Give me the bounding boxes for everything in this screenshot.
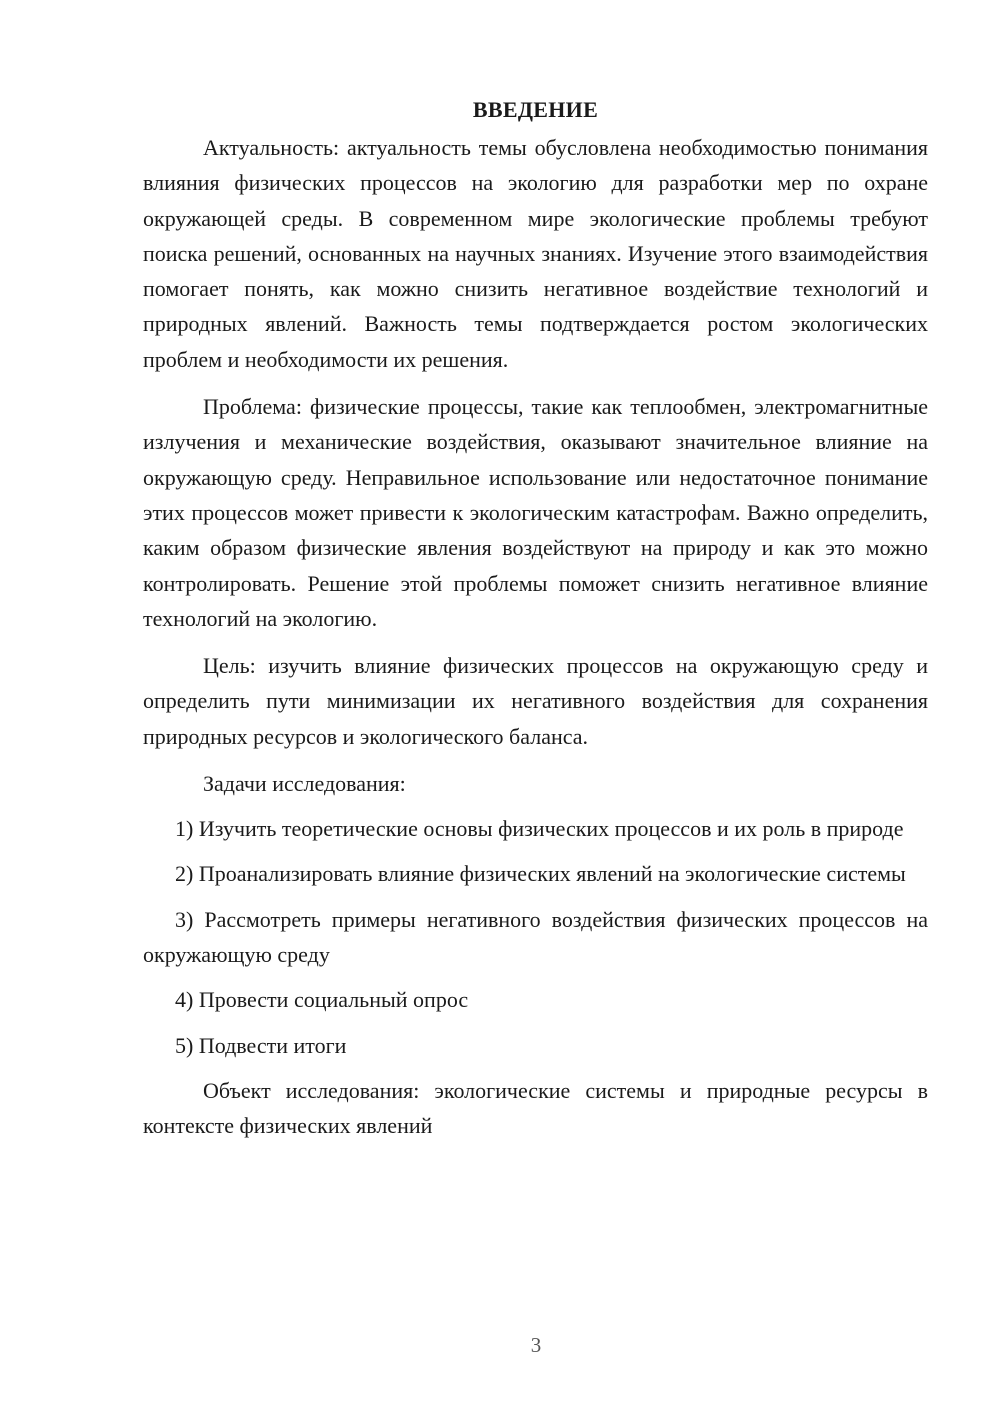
list-item: 2) Проанализировать влияние физических явлений на экологические системы: [175, 861, 906, 887]
tasks-heading: Задачи исследования:: [203, 771, 406, 797]
list-item: 4) Провести социальный опрос: [175, 987, 469, 1013]
paragraph-problem: Проблема: физические процессы, такие как теплообмен, электромагнитные излучения и механические воздействия, оказывают значительное влияние на окружающую среду. Неправильное использование или недостаточное понимание этих процессов может привести к экологическим катастрофам. Важно определить, каким образом физические явления воздействуют на природу и как это можно контролировать. Решение этой проблемы поможет снизить негативное влияние технологий на экологию.: [143, 394, 928, 631]
list-item: 5) Подвести итоги: [175, 1032, 347, 1058]
page-title: ВВЕДЕНИЕ: [472, 97, 599, 122]
document-page: [143, 92, 928, 1155]
paragraph-relevance: Актуальность: актуальность темы обусловлена необходимостью понимания влияния физических процессов на экологию для разработки мер по охране окружающей среды. В современном мире экологические проблемы требуют поиска решений, основанных на научных знаниях. Изучение этого взаимодействия помогает понять, как можно снизить негативное воздействие технологий и природных явлений. Важность темы подтверждается ростом экологических проблем и необходимости их решения.: [143, 135, 928, 372]
list-item: 1) Изучить теоретические основы физических процессов и их роль в природе: [175, 816, 904, 842]
page-number: 3: [530, 1333, 542, 1357]
paragraph-object: Объект исследования: экологические системы и природные ресурсы в контексте физических явлений: [143, 1077, 928, 1139]
tasks-list: [143, 811, 928, 1063]
paragraph-goal: Цель: изучить влияние физических процессов на окружающую среду и определить пути минимизации их негативного воздействия для сохранения природных ресурсов и экологического баланса.: [143, 653, 928, 749]
list-item: 3) Рассмотреть примеры негативного воздействия физических процессов на окружающую среду: [143, 906, 928, 967]
